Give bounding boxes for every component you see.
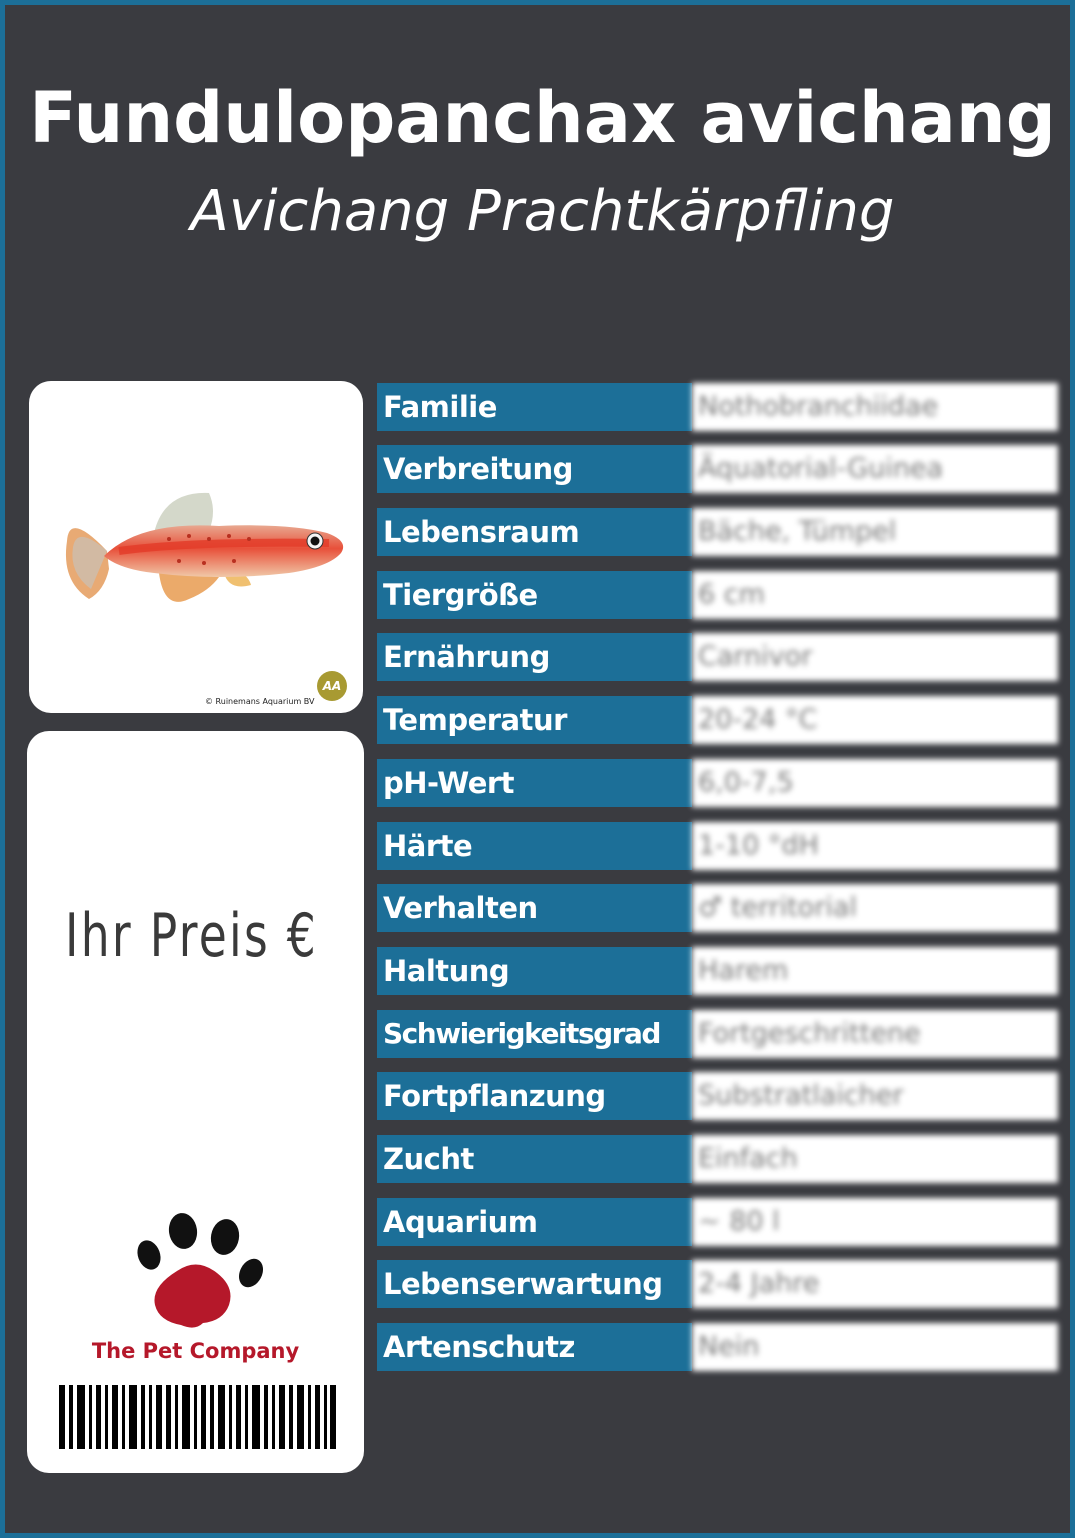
info-label: Verhalten [377,884,692,932]
info-value: 20-24 °C [692,696,1058,744]
page-title: Fundulopanchax avichang [29,77,1056,159]
info-label: Zucht [377,1135,692,1183]
price-label: Ihr Preis € [65,901,319,971]
info-value: Nothobranchiidae [692,383,1058,431]
info-row-schwierigkeitsgrad [377,1010,1058,1058]
info-label: Verbreitung [377,445,692,493]
info-row-ernaehrung [377,633,1058,681]
info-row-lebenserwartung [377,1260,1058,1308]
info-label: pH-Wert [377,759,692,807]
info-value: Substratlaicher [692,1072,1058,1120]
photo-copyright: © Ruinemans Aquarium BV [205,697,315,706]
fish-image-card [29,381,363,713]
info-row-aquarium [377,1198,1058,1246]
info-value: Nein [692,1323,1058,1371]
info-value: Äquatorial-Guinea [692,445,1058,493]
info-value: Harem [692,947,1058,995]
info-label: Schwierigkeitsgrad [377,1010,692,1058]
info-value: ♂ territorial [692,884,1058,932]
ruinemans-logo: AA [317,671,347,701]
info-label: Lebensraum [377,508,692,556]
info-row-verhalten [377,884,1058,932]
info-label: Temperatur [377,696,692,744]
info-value: Carnivor [692,633,1058,681]
info-label: Familie [377,383,692,431]
info-row-haerte [377,822,1058,870]
info-value: ~ 80 l [692,1198,1058,1246]
info-label: Tiergröße [377,571,692,619]
info-value: 1-10 °dH [692,822,1058,870]
info-label: Ernährung [377,633,692,681]
info-row-familie [377,383,1058,431]
info-row-lebensraum [377,508,1058,556]
info-label: Fortpflanzung [377,1072,692,1120]
barcode-icon [59,1385,337,1449]
fish-photo [59,481,359,621]
info-row-tiergroesse [377,571,1058,619]
info-row-temperatur [377,696,1058,744]
info-row-ph-wert [377,759,1058,807]
info-value: Bäche, Tümpel [692,508,1058,556]
company-name: The Pet Company [91,1339,300,1363]
page-subtitle: Avichang Prachtkärpfling [190,179,895,244]
info-row-verbreitung [377,445,1058,493]
info-row-haltung [377,947,1058,995]
info-row-fortpflanzung [377,1072,1058,1120]
info-label: Aquarium [377,1198,692,1246]
info-row-artenschutz [377,1323,1058,1371]
info-value: 2-4 Jahre [692,1260,1058,1308]
price-card [27,731,364,1473]
info-value: Einfach [692,1135,1058,1183]
info-value: Fortgeschrittene [692,1010,1058,1058]
info-label: Haltung [377,947,692,995]
info-label: Artenschutz [377,1323,692,1371]
info-value: 6,0-7,5 [692,759,1058,807]
info-row-zucht [377,1135,1058,1183]
info-value: 6 cm [692,571,1058,619]
paw-logo-icon [137,1213,277,1339]
info-label: Lebenserwartung [377,1260,692,1308]
info-label: Härte [377,822,692,870]
